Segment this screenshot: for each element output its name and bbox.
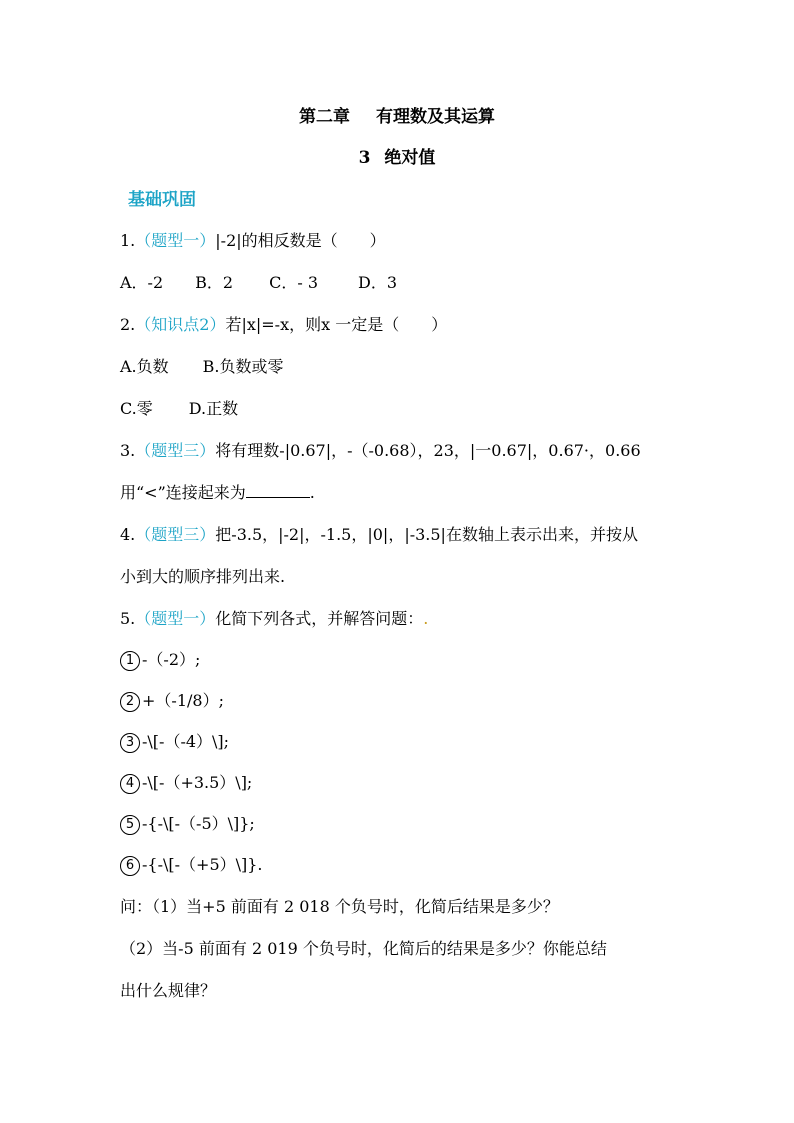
expression-1 bbox=[120, 649, 200, 671]
section-number: 3 bbox=[358, 148, 371, 168]
question-5 bbox=[120, 608, 428, 630]
answer-blank[interactable] bbox=[246, 483, 310, 498]
question-4-continued: 小到大的顺序排列出来. bbox=[120, 567, 286, 586]
question-tag: （题型一） bbox=[135, 231, 216, 250]
circled-number-3: 3 bbox=[120, 733, 140, 753]
option-a: A．-2 bbox=[120, 273, 164, 292]
question-number: 3. bbox=[120, 441, 136, 460]
circled-number-6: 6 bbox=[120, 856, 140, 876]
question-2 bbox=[120, 314, 447, 336]
section-heading bbox=[0, 147, 794, 169]
question-number: 1. bbox=[120, 231, 136, 250]
question-tag: （知识点2） bbox=[135, 315, 226, 334]
expression-text: -\[-（-4）\]; bbox=[142, 732, 230, 751]
option-a: A.负数 bbox=[120, 357, 169, 376]
expression-text: -\[-（+3.5）\]; bbox=[142, 773, 253, 792]
question-text: 把-3.5，|-2|，-1.5，|0|，|-3.5|在数轴上表示出来，并按从 bbox=[215, 525, 638, 544]
question-tag: （题型一） bbox=[135, 609, 216, 628]
expression-text: -{-\[-（-5）\]}; bbox=[142, 814, 255, 833]
question-3-continued bbox=[120, 482, 315, 504]
question-4 bbox=[120, 524, 638, 546]
option-c: C.零 bbox=[120, 399, 153, 418]
chapter-title: 有理数及其运算 bbox=[376, 107, 495, 127]
option-d: D.正数 bbox=[188, 399, 239, 418]
option-b: B．2 bbox=[195, 273, 234, 292]
expression-text: -{-\[-（+5）\]}. bbox=[142, 855, 263, 874]
circled-number-4: 4 bbox=[120, 774, 140, 794]
chapter-heading bbox=[0, 106, 794, 128]
option-d: D．3 bbox=[358, 273, 398, 292]
option-b: B.负数或零 bbox=[202, 357, 284, 376]
expression-4 bbox=[120, 772, 252, 794]
question-text-end: . bbox=[309, 483, 315, 502]
question-1 bbox=[120, 230, 386, 252]
question-number: 5. bbox=[120, 609, 136, 628]
question-5-ask-2-continued: 出什么规律？ bbox=[120, 981, 217, 1000]
circled-number-5: 5 bbox=[120, 815, 140, 835]
expression-text: +（-1/8）; bbox=[142, 691, 224, 710]
expression-5 bbox=[120, 813, 255, 835]
question-3 bbox=[120, 440, 641, 462]
question-tag: （题型三） bbox=[135, 441, 216, 460]
expression-2 bbox=[120, 690, 224, 712]
question-number: 2. bbox=[120, 315, 136, 334]
chapter-number: 第二章 bbox=[299, 107, 350, 127]
question-5-ask-2: （2）当-5 前面有 2 019 个负号时，化简后的结果是多少？你能总结 bbox=[120, 939, 607, 958]
question-tag: （题型三） bbox=[135, 525, 216, 544]
question-text: 将有理数-|0.67|，-（-0.68），23，|一0.67|，0.67·，0.66 bbox=[215, 441, 641, 460]
question-text: 用“<”连接起来为 bbox=[120, 483, 246, 502]
question-text: |-2|的相反数是（ ） bbox=[215, 231, 386, 250]
section-label: 基础巩固 bbox=[128, 190, 196, 210]
question-text: 若|x|=-x，则x 一定是（ ） bbox=[225, 315, 448, 334]
circled-number-1: 1 bbox=[120, 651, 140, 671]
dot-mark: . bbox=[423, 609, 429, 628]
question-2-options-row-2 bbox=[120, 398, 238, 420]
expression-6 bbox=[120, 854, 263, 876]
question-number: 4. bbox=[120, 525, 136, 544]
question-2-options-row-1 bbox=[120, 356, 284, 378]
circled-number-2: 2 bbox=[120, 692, 140, 712]
question-1-options bbox=[120, 272, 397, 294]
question-5-ask-1: 问：（1）当+5 前面有 2 018 个负号时，化简后结果是多少？ bbox=[120, 897, 559, 916]
expression-3 bbox=[120, 731, 229, 753]
question-text: 化简下列各式，并解答问题： bbox=[215, 609, 424, 628]
expression-text: -（-2）; bbox=[142, 650, 201, 669]
section-title: 绝对值 bbox=[384, 148, 436, 168]
option-c: C．- 3 bbox=[269, 273, 319, 292]
